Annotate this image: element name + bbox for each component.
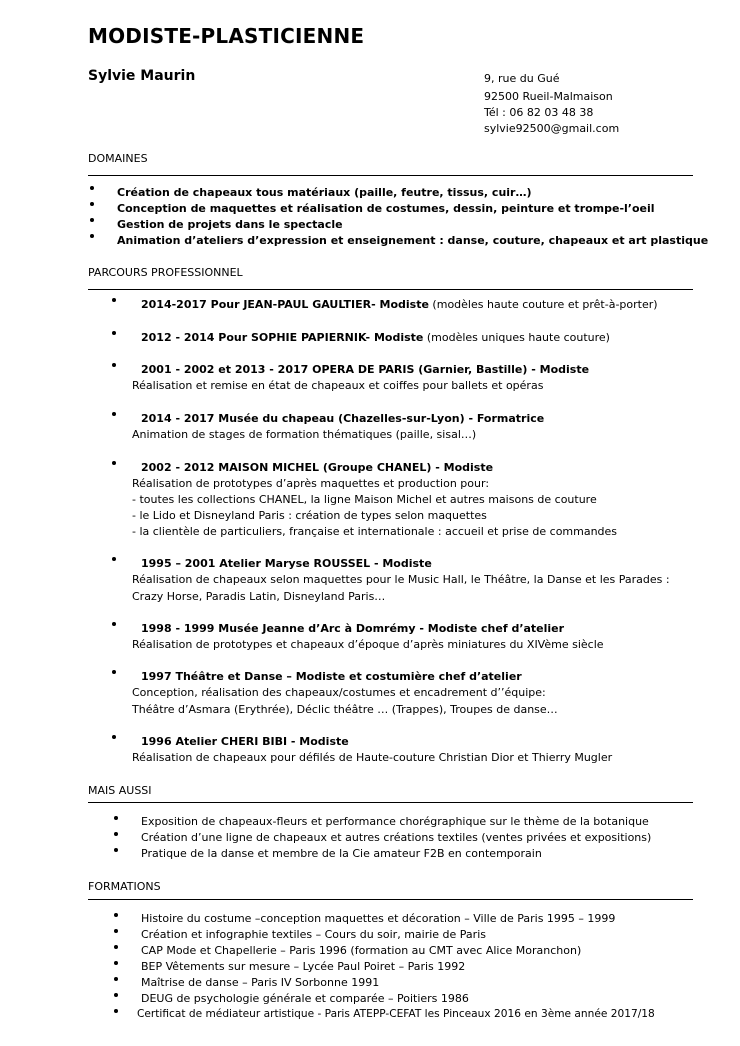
domaine-item: Animation d’ateliers d’expression et enseignement : danse, couture, chapeaux et art plastique [117, 234, 709, 247]
bullet-icon [90, 202, 94, 206]
job-detail: - la clientèle de particuliers, française et internationale : accueil et prise de commandes [132, 525, 618, 538]
job-entry [141, 363, 589, 376]
job-role: - Formatrice [464, 412, 545, 425]
section-divider [88, 175, 693, 176]
bullet-icon [112, 298, 116, 302]
section-title-parcours: PARCOURS PROFESSIONNEL [88, 266, 243, 279]
job-note: (modèles haute couture et prêt-à-porter) [428, 298, 658, 311]
job-detail: Réalisation de prototypes d’après maquettes et production pour: [132, 477, 490, 490]
bullet-icon [112, 412, 116, 416]
domaine-item: Conception de maquettes et réalisation de costumes, dessin, peinture et trompe-l’oeil [117, 202, 655, 215]
bullet-icon [90, 234, 94, 238]
mais-aussi-item: Pratique de la danse et membre de la Cie amateur F2B en contemporain [141, 847, 542, 860]
bullet-icon [112, 331, 116, 335]
bullet-icon [112, 622, 116, 626]
job-entry [141, 670, 522, 683]
job-detail: Théâtre d’Asmara (Erythrée), Déclic théâtre … (Trappes), Troupes de danse… [132, 703, 558, 716]
formation-item: Maîtrise de danse – Paris IV Sorbonne 1991 [141, 976, 380, 989]
job-detail: Réalisation et remise en état de chapeaux et coiffes pour ballets et opéras [132, 379, 544, 392]
job-heading: 1995 – 2001 Atelier Maryse ROUSSEL [141, 557, 371, 570]
bullet-icon [112, 735, 116, 739]
phone: Tél : 06 82 03 48 38 [484, 106, 594, 119]
job-heading: 2002 - 2012 MAISON MICHEL (Groupe CHANEL) [141, 461, 432, 474]
formation-item: Création et infographie textiles – Cours du soir, mairie de Paris [141, 928, 486, 941]
job-entry [141, 557, 432, 570]
formation-item: DEUG de psychologie générale et comparée – Poitiers 1986 [141, 992, 469, 1005]
bullet-icon [114, 961, 118, 965]
bullet-icon [114, 816, 118, 820]
bullet-icon [90, 218, 94, 222]
bullet-icon [112, 670, 116, 674]
job-entry [141, 298, 658, 311]
job-role: - Modiste [371, 298, 429, 311]
job-heading: 2012 - 2014 Pour SOPHIE PAPIERNIK [141, 331, 366, 344]
bullet-icon [114, 832, 118, 836]
section-divider [88, 899, 693, 900]
job-entry [141, 412, 544, 425]
bullet-icon [114, 977, 118, 981]
email: sylvie92500@gmail.com [484, 122, 620, 135]
formation-item: CAP Mode et Chapellerie – Paris 1996 (formation au CMT avec Alice Moranchon) [141, 944, 582, 957]
formation-item: Certificat de médiateur artistique - Paris ATEPP-CEFAT les Pinceaux 2016 en 3ème année 2017/18 [137, 1008, 655, 1020]
bullet-icon [114, 993, 118, 997]
mais-aussi-item: Création d’une ligne de chapeaux et autres créations textiles (ventes privées et expositions) [141, 831, 652, 844]
address-line-1: 9, rue du Gué [484, 72, 560, 85]
job-heading: 1996 Atelier CHERI BIBI [141, 735, 288, 748]
domaine-item: Gestion de projets dans le spectacle [117, 218, 343, 231]
job-entry [141, 461, 493, 474]
bullet-icon [114, 913, 118, 917]
job-heading: 2014 - 2017 Musée du chapeau (Chazelles-sur-Lyon) [141, 412, 465, 425]
section-title-mais-aussi: MAIS AUSSI [88, 784, 152, 797]
job-heading: 2014-2017 Pour JEAN-PAUL GAULTIER [141, 298, 372, 311]
job-heading: 1998 - 1999 Musée Jeanne d’Arc à Domrémy - Modiste chef d’atelier [141, 622, 565, 635]
bullet-icon [114, 929, 118, 933]
section-title-domaines: DOMAINES [88, 152, 148, 165]
job-role: - Modiste [431, 461, 494, 474]
job-detail: Crazy Horse, Paradis Latin, Disneyland Paris… [132, 590, 386, 603]
job-detail: Réalisation de prototypes et chapeaux d’époque d’après miniatures du XIVème siècle [132, 638, 604, 651]
job-entry [141, 331, 610, 344]
job-detail: Conception, réalisation des chapeaux/costumes et encadrement d’’équipe: [132, 686, 546, 699]
job-role: - Modiste [287, 735, 349, 748]
job-role: - Modiste [527, 363, 590, 376]
job-detail: Animation de stages de formation thématiques (paille, sisal…) [132, 428, 477, 441]
section-divider [88, 802, 693, 803]
mais-aussi-item: Exposition de chapeaux-fleurs et performance chorégraphique sur le thème de la botanique [141, 815, 649, 828]
job-detail: Réalisation de chapeaux pour défilés de Haute-couture Christian Dior et Thierry Mugler [132, 751, 613, 764]
person-name: Sylvie Maurin [88, 68, 196, 84]
job-heading: 1997 Théâtre et Danse – Modiste et costumière chef d’atelier [141, 670, 522, 683]
section-title-formations: FORMATIONS [88, 880, 161, 893]
bullet-icon [112, 557, 116, 561]
job-detail: Réalisation de chapeaux selon maquettes pour le Music Hall, le Théâtre, la Danse et les Parades : [132, 573, 670, 586]
page-title: MODISTE-PLASTICIENNE [88, 24, 365, 48]
job-heading: 2001 - 2002 et 2013 - 2017 OPERA DE PARIS (Garnier, Bastille) [141, 363, 528, 376]
job-detail: - toutes les collections CHANEL, la ligne Maison Michel et autres maisons de couture [132, 493, 597, 506]
address-line-2: 92500 Rueil-Malmaison [484, 90, 613, 103]
job-entry [141, 735, 349, 748]
domaine-item: Création de chapeaux tous matériaux (paille, feutre, tissus, cuir…) [117, 186, 532, 199]
job-detail: - le Lido et Disneyland Paris : création de types selon maquettes [132, 509, 487, 522]
job-note: (modèles uniques haute couture) [423, 331, 610, 344]
section-divider [88, 289, 693, 290]
bullet-icon [112, 363, 116, 367]
formation-item: BEP Vêtements sur mesure – Lycée Paul Poiret – Paris 1992 [141, 960, 466, 973]
bullet-icon [114, 848, 118, 852]
bullet-icon [90, 186, 94, 190]
job-role: - Modiste [365, 331, 424, 344]
bullet-icon [114, 945, 118, 949]
bullet-icon [114, 1009, 118, 1013]
job-role: - Modiste [370, 557, 432, 570]
formation-item: Histoire du costume –conception maquettes et décoration – Ville de Paris 1995 – 1999 [141, 912, 616, 925]
job-entry [141, 622, 564, 635]
bullet-icon [112, 461, 116, 465]
